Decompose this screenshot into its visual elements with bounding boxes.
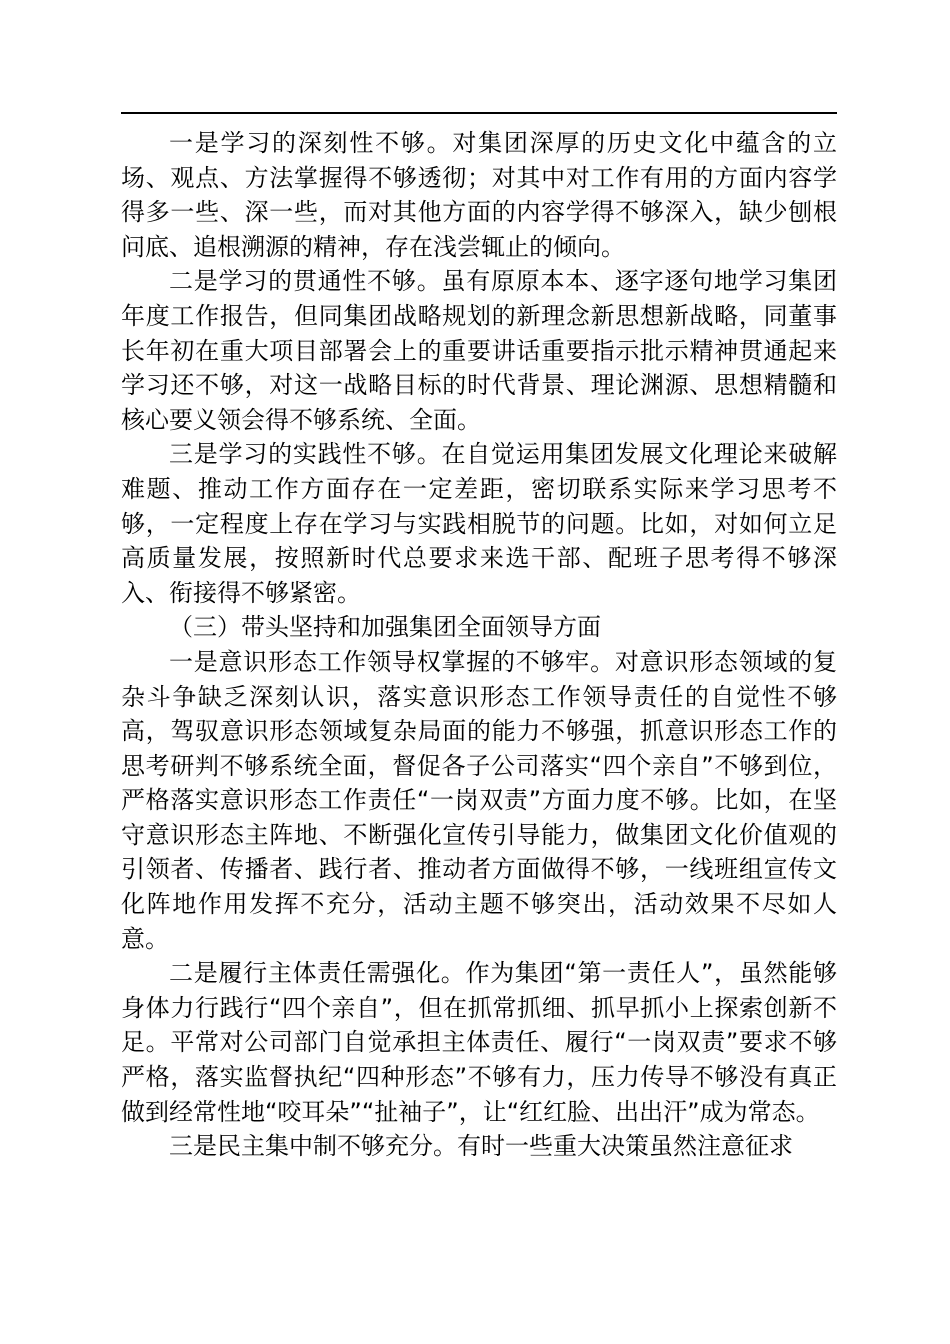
paragraph-study-practice: 三是学习的实践性不够。在自觉运用集团发展文化理论来破解难题、推动工作方面存在一定差距，密切联系实际来学习思考不够，一定程度上存在学习与实践相脱节的问题。比如，对如何立足高质量发展，按照新时代总要求来选干部、配班子思考得不够深入、衔接得不够紧密。 (121, 440, 837, 607)
paragraph-study-coherence: 二是学习的贯通性不够。虽有原原本本、逐字逐句地学习集团年度工作报告，但同集团战略规划的新理念新思想新战略，同董事长年初在重大项目部署会上的重要讲话重要指示批示精神贯通起来学习还不够，对这一战略目标的时代背景、理论渊源、思想精髓和核心要义领会得不够系统、全面。 (121, 267, 837, 434)
document-body (121, 126, 837, 1164)
paragraph-democratic-centralism: 三是民主集中制不够充分。有时一些重大决策虽然注意征求 (169, 1132, 793, 1161)
paragraph-study-depth: 一是学习的深刻性不够。对集团深厚的历史文化中蕴含的立场、观点、方法掌握得不够透彻；对其中对工作有用的方面内容学得多一些、深一些，而对其他方面的内容学得不够深入，缺少刨根问底、追根溯源的精神，存在浅尝辄止的倾向。 (121, 129, 837, 261)
section-heading-leadership: （三）带头坚持和加强集团全面领导方面 (169, 613, 601, 642)
paragraph-ideology-leadership: 一是意识形态工作领导权掌握的不够牢。对意识形态领域的复杂斗争缺乏深刻认识，落实意识形态工作领导责任的自觉性不够高，驾驭意识形态领域复杂局面的能力不够强，抓意识形态工作的思考研判不够系统全面，督促各子公司落实“四个亲自”不够到位，严格落实意识形态工作责任“一岗双责”方面力度不够。比如，在坚守意识形态主阵地、不断强化宣传引导能力，做集团文化价值观的引领者、传播者、践行者、推动者方面做得不够，一线班组宣传文化阵地作用发挥不充分，活动主题不够突出，活动效果不尽如人意。 (121, 647, 837, 953)
header-rule (121, 112, 837, 114)
paragraph-main-responsibility: 二是履行主体责任需强化。作为集团“第一责任人”，虽然能够身体力行践行“四个亲自”，但在抓常抓细、抓早抓小上探索创新不足。平常对公司部门自觉承担主体责任、履行“一岗双责”要求不够严格，落实监督执纪“四种形态”不够有力，压力传导不够没有真正做到经常性地“咬耳朵”“扯袖子”，让“红红脸、出出汗”成为常态。 (121, 959, 837, 1126)
